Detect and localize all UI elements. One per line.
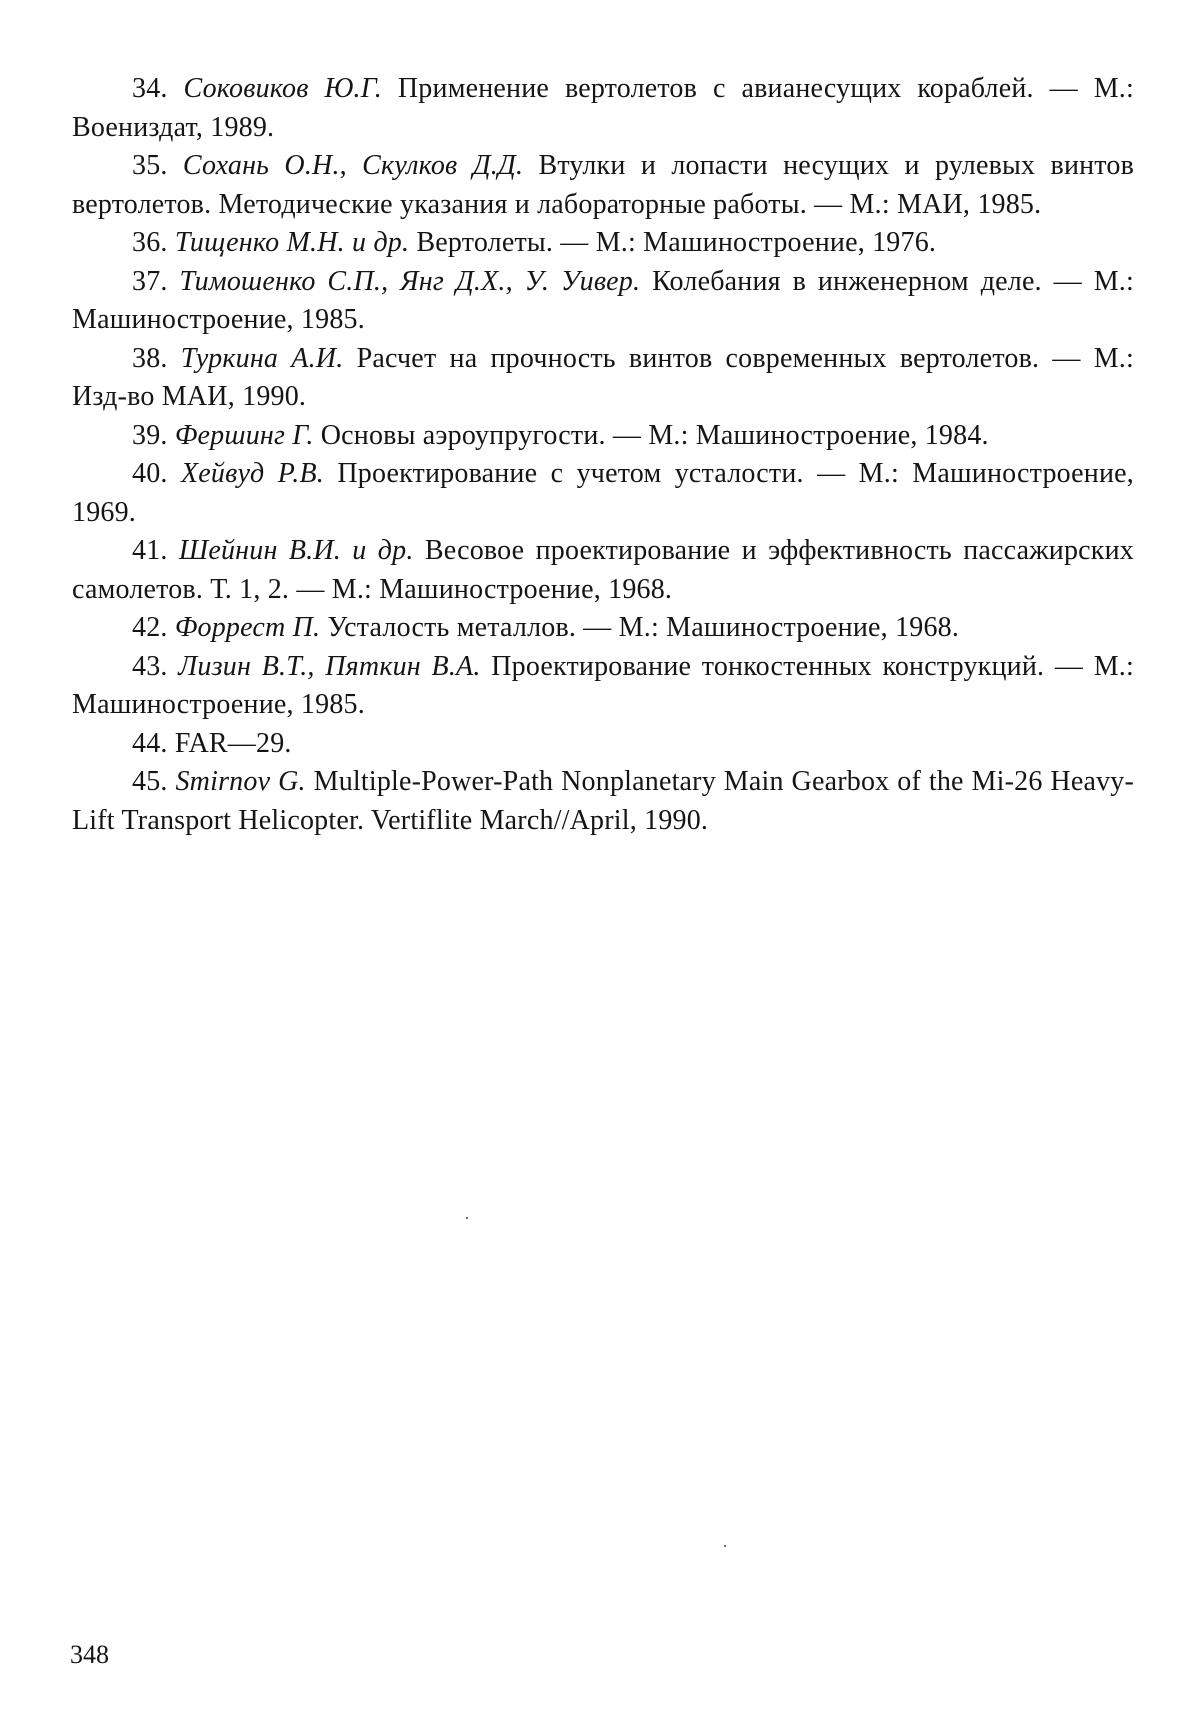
reference-text: Вертолеты. — М.: Машиностроение, 1976. <box>416 227 937 258</box>
reference-text: Применение вертолетов с авианесущих кораблей. — М.: Воениздат, 1989. <box>72 73 1134 143</box>
reference-item <box>72 609 1134 648</box>
reference-text: Multiple-Power-Path Nonplanetary Main Gearbox of the Mi-26 Heavy-Lift Transport Helicopter. Vertiflite March//April, 1990. <box>72 766 1134 836</box>
reference-text: Колебания в инженерном деле. — М.: Машиностроение, 1985. <box>72 265 1134 335</box>
reference-text: Расчет на прочность винтов современных вертолетов. — М.: Изд-во МАИ, 1990. <box>72 342 1134 412</box>
reference-item <box>72 648 1134 725</box>
reference-item <box>72 532 1134 609</box>
reference-text: Проектирование с учетом усталости. — М.: Машиностроение, 1969. <box>72 458 1135 528</box>
reference-author: Фершинг Г. <box>174 419 314 451</box>
reference-author: Хейвуд Р.В. <box>180 458 324 489</box>
reference-number: 42. <box>132 612 168 643</box>
reference-item <box>72 263 1134 340</box>
reference-number: 45. <box>132 766 168 797</box>
reference-text: Весовое проектирование и эффективность пассажирских самолетов. Т. 1, 2. — М.: Машиностроение, 1968. <box>72 535 1134 605</box>
reference-author: Соковиков Ю.Г. <box>183 73 382 104</box>
reference-item <box>72 70 1134 147</box>
reference-author: Шейнин В.И. и др. <box>178 535 414 566</box>
reference-item <box>72 725 1134 764</box>
reference-author: Форрест П. <box>174 612 321 643</box>
reference-author: Сохань О.Н., Скулков Д.Д. <box>182 150 524 181</box>
reference-item <box>72 455 1134 532</box>
scan-speck <box>724 1545 726 1547</box>
reference-item <box>72 417 1134 456</box>
reference-number: 43. <box>132 650 168 682</box>
reference-text: FAR—29. <box>174 727 292 759</box>
reference-number: 38. <box>132 342 168 374</box>
page-number: 348 <box>70 1640 109 1669</box>
reference-text: Усталость металлов. — М.: Машиностроение, 1968. <box>327 612 960 643</box>
scan-speck <box>466 1217 468 1219</box>
reference-author: Тищенко М.Н. и др. <box>174 227 410 258</box>
reference-text: Проектирование тонкостенных конструкций. — М.: Машиностроение, 1985. <box>72 650 1134 720</box>
reference-number: 34. <box>132 73 168 104</box>
reference-list <box>72 70 1134 840</box>
reference-item <box>72 224 1134 263</box>
reference-number: 35. <box>132 150 168 181</box>
reference-author: Smirnov G. <box>175 766 306 797</box>
reference-number: 44. <box>132 727 168 759</box>
reference-text: Основы аэроупругости. — М.: Машиностроение, 1984. <box>320 419 989 451</box>
reference-item <box>72 340 1134 417</box>
reference-number: 36. <box>132 227 168 258</box>
reference-author: Тимошенко С.П., Янг Д.Х., У. Уивер. <box>179 265 641 297</box>
reference-number: 40. <box>132 458 168 489</box>
reference-item <box>72 147 1134 224</box>
reference-text: Втулки и лопасти несущих и рулевых винтов вертолетов. Методические указания и лабораторные работы. — М.: МАИ, 1985. <box>72 150 1134 220</box>
page-content <box>72 70 1134 840</box>
reference-author: Туркина А.И. <box>180 342 344 374</box>
reference-number: 41. <box>132 535 168 566</box>
reference-item <box>72 763 1134 840</box>
reference-author: Лизин В.Т., Пяткин В.А. <box>178 650 481 682</box>
reference-number: 37. <box>132 265 168 297</box>
reference-number: 39. <box>132 419 168 451</box>
